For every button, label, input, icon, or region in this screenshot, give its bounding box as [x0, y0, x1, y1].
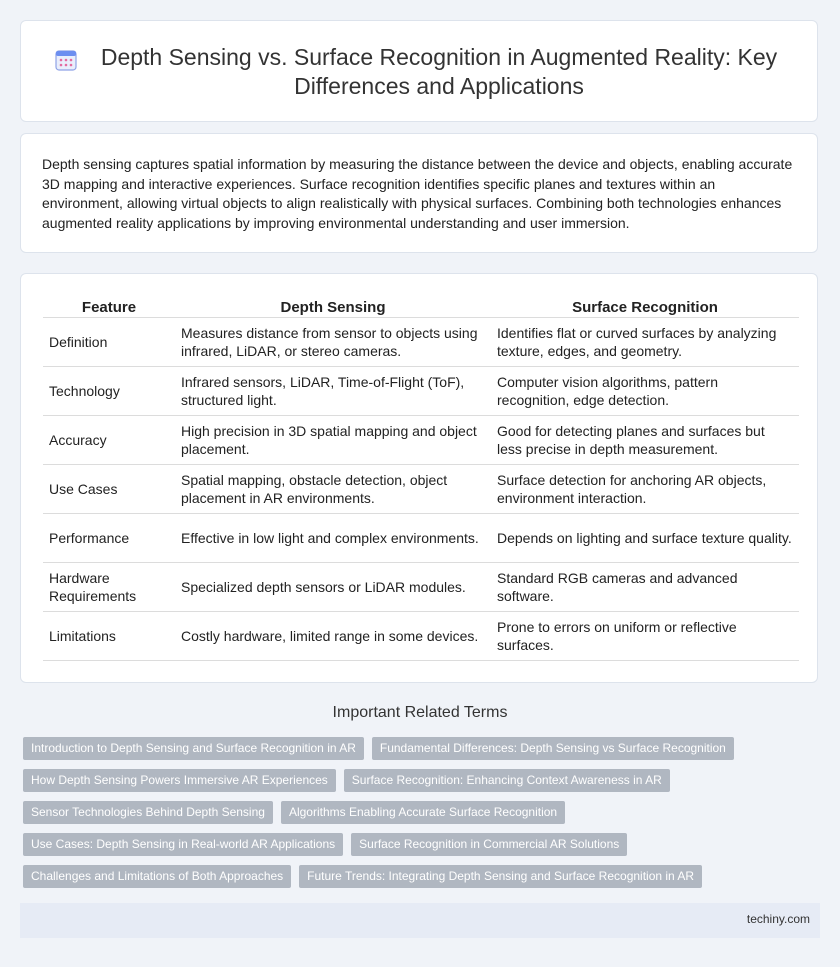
tag-row: [23, 833, 813, 856]
related-term-tag[interactable]: Future Trends: Integrating Depth Sensing and Surface Recognition in AR: [299, 865, 702, 888]
depth-cell: Spatial mapping, obstacle detection, object placement in AR environments.: [175, 465, 491, 514]
feature-cell: Performance: [43, 514, 175, 563]
feature-cell: Use Cases: [43, 465, 175, 514]
related-terms-list: [23, 737, 813, 897]
table-row: [43, 612, 799, 661]
tag-row: [23, 801, 813, 824]
header-card: [20, 20, 818, 122]
footer-bar: [20, 903, 820, 938]
depth-cell: Effective in low light and complex environments.: [175, 514, 491, 563]
feature-cell: Limitations: [43, 612, 175, 661]
related-term-tag[interactable]: Surface Recognition in Commercial AR Solutions: [351, 833, 627, 856]
table-row: [43, 514, 799, 563]
header-surface-recognition: Surface Recognition: [491, 297, 799, 318]
feature-cell: Definition: [43, 318, 175, 367]
page-title: Depth Sensing vs. Surface Recognition in Augmented Reality: Key Differences and Applications: [100, 44, 778, 99]
table-header-row: [43, 297, 799, 318]
related-term-tag[interactable]: Algorithms Enabling Accurate Surface Recognition: [281, 801, 565, 824]
intro-card: [20, 133, 818, 253]
table-row: [43, 416, 799, 465]
related-term-tag[interactable]: Sensor Technologies Behind Depth Sensing: [23, 801, 273, 824]
header-feature: Feature: [43, 297, 175, 318]
depth-cell: Infrared sensors, LiDAR, Time-of-Flight (ToF), structured light.: [175, 367, 491, 416]
surface-cell: Prone to errors on uniform or reflective surfaces.: [491, 612, 799, 661]
surface-cell: Computer vision algorithms, pattern recognition, edge detection.: [491, 367, 799, 416]
related-term-tag[interactable]: Challenges and Limitations of Both Approaches: [23, 865, 291, 888]
surface-cell: Surface detection for anchoring AR objects, environment interaction.: [491, 465, 799, 514]
surface-cell: Identifies flat or curved surfaces by analyzing texture, edges, and geometry.: [491, 318, 799, 367]
tag-row: [23, 865, 813, 888]
depth-cell: Costly hardware, limited range in some devices.: [175, 612, 491, 661]
tag-row: [23, 769, 813, 792]
header-depth-sensing: Depth Sensing: [175, 297, 491, 318]
table-row: [43, 367, 799, 416]
table-row: [43, 318, 799, 367]
surface-cell: Standard RGB cameras and advanced software.: [491, 563, 799, 612]
surface-cell: Depends on lighting and surface texture quality.: [491, 514, 799, 563]
table-row: [43, 563, 799, 612]
feature-cell: Hardware Requirements: [43, 563, 175, 612]
related-term-tag[interactable]: Fundamental Differences: Depth Sensing vs Surface Recognition: [372, 737, 734, 760]
table-row: [43, 465, 799, 514]
related-terms-title: Important Related Terms: [332, 704, 508, 721]
related-term-tag[interactable]: Introduction to Depth Sensing and Surface Recognition in AR: [23, 737, 364, 760]
related-term-tag[interactable]: Use Cases: Depth Sensing in Real-world AR Applications: [23, 833, 343, 856]
intro-paragraph: Depth sensing captures spatial information by measuring the distance between the device and objects, enabling accurate 3D mapping and interactive experiences. Surface recognition identifies specific planes and textures within an environment, allowing virtual objects to align realistically with physical surfaces. Combining both technologies enhances augmented reality applications by improving environmental understanding and user immersion.: [42, 156, 793, 231]
surface-cell: Good for detecting planes and surfaces but less precise in depth measurement.: [491, 416, 799, 465]
comparison-table: [43, 297, 799, 661]
footer-site-link[interactable]: techiny.com: [746, 912, 810, 926]
feature-cell: Accuracy: [43, 416, 175, 465]
depth-cell: High precision in 3D spatial mapping and object placement.: [175, 416, 491, 465]
depth-cell: Measures distance from sensor to objects using infrared, LiDAR, or stereo cameras.: [175, 318, 491, 367]
related-term-tag[interactable]: Surface Recognition: Enhancing Context Awareness in AR: [344, 769, 670, 792]
feature-cell: Technology: [43, 367, 175, 416]
related-term-tag[interactable]: How Depth Sensing Powers Immersive AR Experiences: [23, 769, 336, 792]
tag-row: [23, 737, 813, 760]
comparison-card: [20, 273, 818, 683]
calendar-grid-icon: [54, 48, 78, 72]
depth-cell: Specialized depth sensors or LiDAR modules.: [175, 563, 491, 612]
